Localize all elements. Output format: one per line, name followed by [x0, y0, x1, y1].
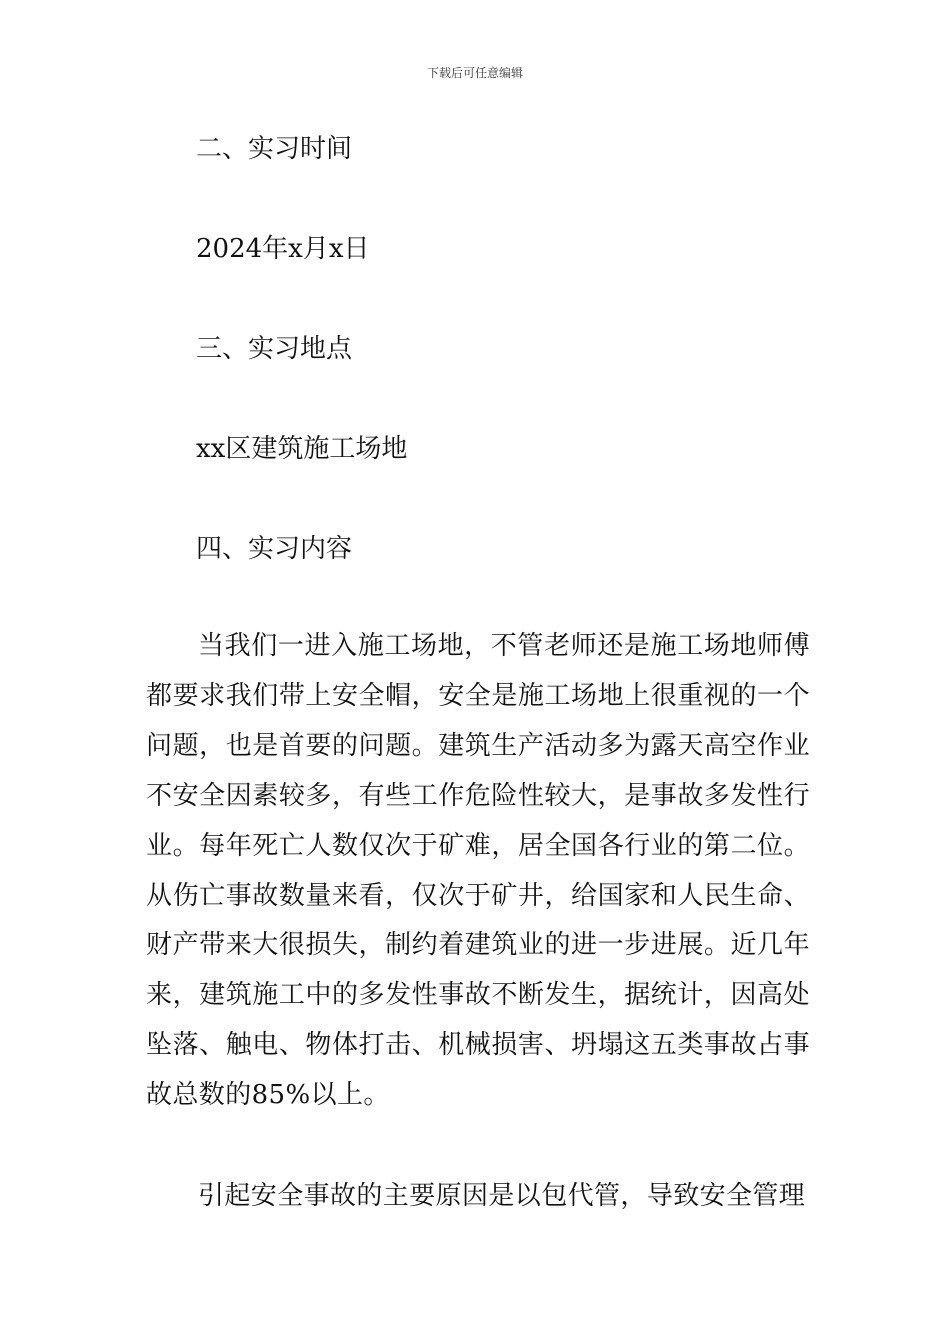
internship-date: 2024年x月x日 — [196, 234, 370, 264]
section-heading-internship-time: 二、实习时间 — [196, 134, 353, 164]
section-heading-internship-location: 三、实习地点 — [196, 334, 353, 364]
internship-location: xx区建筑施工场地 — [196, 434, 408, 464]
page-header-note: 下载后可任意编辑 — [426, 66, 523, 80]
body-paragraph-safety: 当我们一进入施工场地，不管老师还是施工场地师傅都要求我们带上安全帽，安全是施工场地上很重视的一个问题，也是首要的问题。建筑生产活动多为露天高空作业不安全因素较多，有些工作危险性较大，是事故多发性行业。每年死亡人数仅次于矿难，居全国各行业的第二位。从伤亡事故数量来看，仅次于矿井，给国家和人民生命、财产带来大很损失，制约着建筑业的进一步进展。近几年来，建筑施工中的多发性事故不断发生，据统计，因高处坠落、触电、物体打击、机械损害、坍塌这五类事故占事故总数的85%以上。 — [146, 631, 810, 1111]
body-paragraph-causes: 引起安全事故的主要原因是以包代管，导致安全管理 — [198, 1181, 806, 1211]
section-heading-internship-content: 四、实习内容 — [196, 534, 353, 564]
